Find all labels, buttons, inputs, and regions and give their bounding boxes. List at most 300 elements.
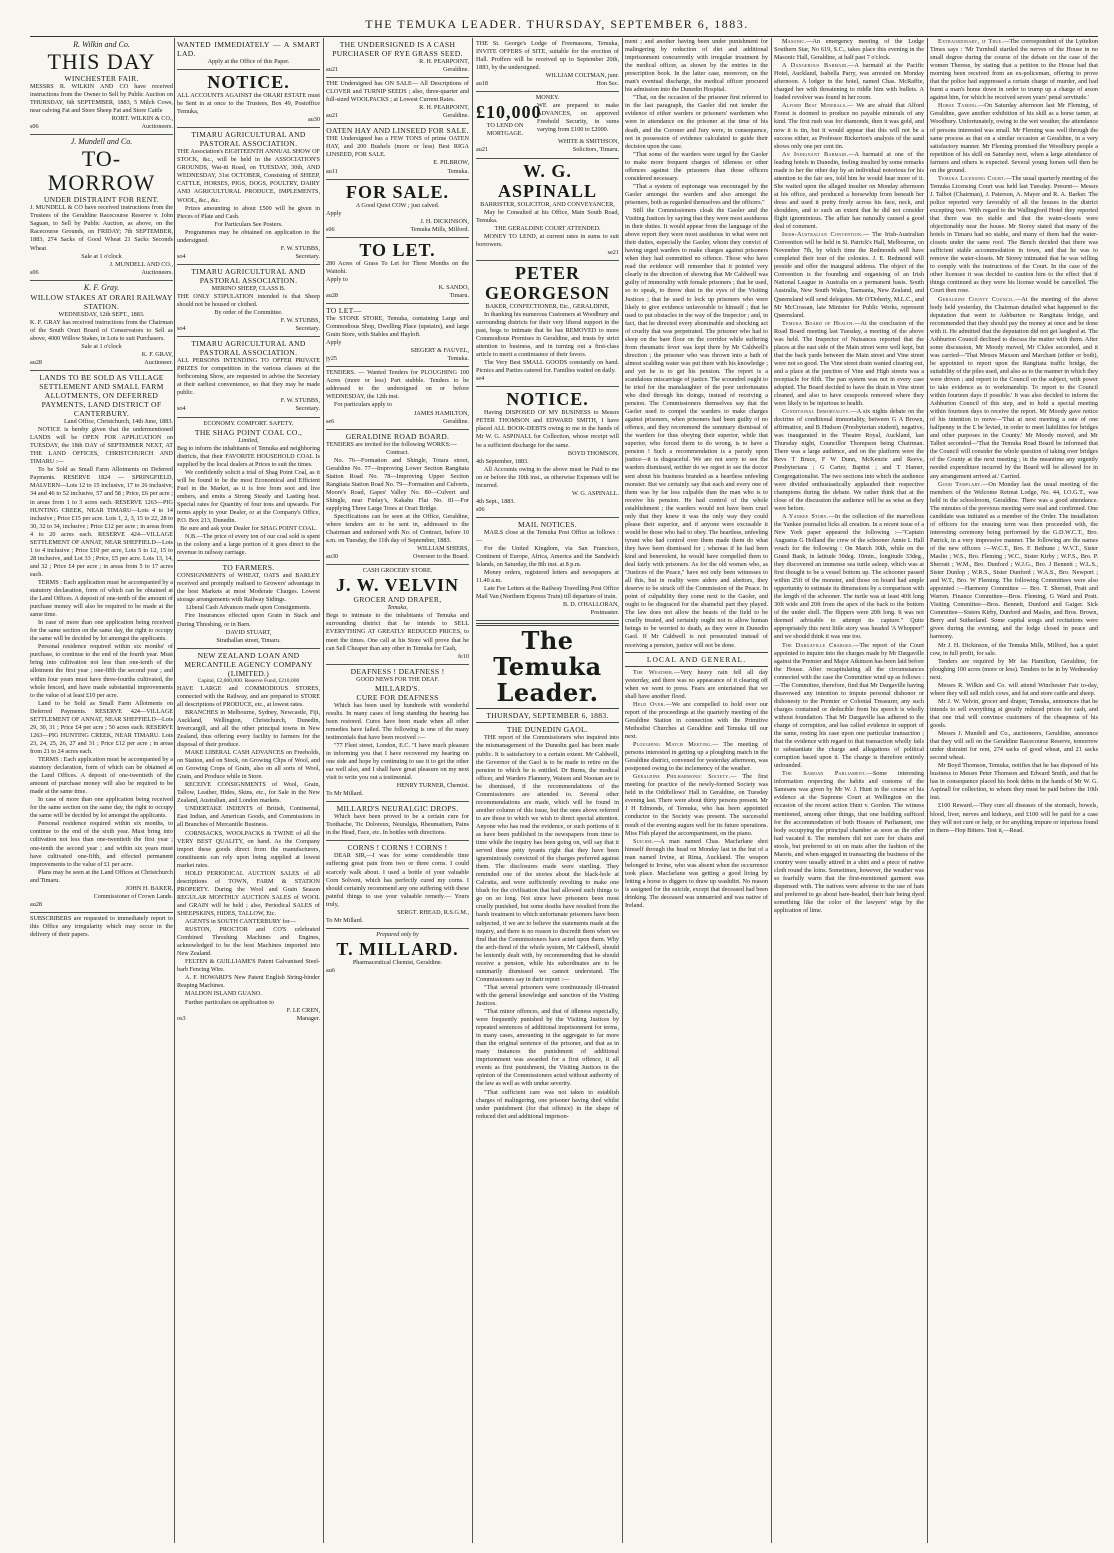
- news-item-text: Messrs J. Mundell and Co., auctioneers, Geraldine, announce that they will sell on the Geraldine Racecourse Reserve, tomorrow under distraint for rent, 274 sacks of good wheat, and 21 sacks second wheat.: [930, 730, 1098, 762]
- news-item: [774, 642, 924, 771]
- advert-signature: F. W. STUBBS,: [280, 397, 320, 405]
- news-item-title: Suicide.: [633, 837, 654, 845]
- article-paragraph: ment ; and another having been under punishment for malingering by reduction of diet and additional imprisonment concurrently with irregular treatment by the medical officer, as shown by the entries in the prescription book. In the latter case, moreover, on the man's eventual discharge, the medical officer procured his admission into the Dunedin Hospital.: [625, 38, 768, 94]
- advert-money: [476, 92, 619, 158]
- advert-headline: DEAFNESS ! DEAFNESS !: [350, 666, 445, 676]
- article-paragraph: THE report of the Commissioners who inquired into the mismanagement of the Dunedin gaol has been made public. It is satisfactory to a certain extent. Mr Caldwell, the Governor of the Gaol is to be made to retire on the pension to which he is entitled. Dr Burns, the medical officer, and Warders Flannery, Watson and Noonan are to be dismissed, if the recommendations of the Commissioners are attended to. Several other recommendations are made, which will be found in another column of this issue, but the ones above referred to are those to which we wish to direct special attention. Anyone who has read the evidence, or such portions of it as have been published in the newspapers from time to time while the inquiry has been going on, will say that it served these petty tyrants right that they have been ignominiously convicted of the charges preferred against them. The disclosures made were startling. They reminded one of the stories about the black-hole at Calcutta, and were sufficiently revolting to make one blush for the civilisation that had allowed such things to go on so long. Not since have prisoners been most cruelly punished, but some deaths have resulted from the harsh treatment to which unfortunate prisoners have been subjected, if we are to believe the statements made at the inquiry, and there is no reason to discredit them when we find that the Commissioners have acted upon them. Why the arch-fiend of the whole system, Mr Caldwell, should be leniently dealt with, by recommending that he should receive a pension, while his subordinates are to be summarily dismissed we cannot understand. The Commissioners say in their report :—: [476, 734, 619, 983]
- advert-ref: so4: [177, 405, 186, 413]
- advert-signature: F. LE CREN,: [286, 1006, 320, 1014]
- advert-body: The STONE STORE, Temuka, containing Large and Commodious Shop, Dwelling Place (upstairs), and large Grain Store, with Stables and Hayloft.: [326, 314, 469, 339]
- advert-to-farmers: [177, 561, 320, 648]
- advert-paragraph: Personal residence required within six months' of purchase, to continue to the end of the fourth year. Must bring into cultivation not less than one-tenth of the allotment the first year ; one-fifth the second year ; and within four years must have three-fourths cultivated, the whole fenced, and have made substantial improvements to the value of at least £10 per acre.: [30, 643, 173, 699]
- advert-addressee: To Mr Millard.: [326, 790, 364, 798]
- advert-ref: se6: [326, 417, 335, 425]
- column-3: [326, 38, 469, 1543]
- advert-role: Secretary.: [295, 252, 320, 260]
- advert-body: THE Association's EIGHTEENTH ANNUAL SHOW OF STOCK, &c., will be held in the ASSOCIATION'S GROUNDS, Wai-iti Road, on TUESDAY, 30th, AND WEDNESDAY, 31st OCTOBER, Consisting of SHEEP, CATTLE, HORSES, PIGS, DOGS, POULTRY, DAIRY AND AGRICULTURAL PRODUCE, IMPLEMENTS, WOOL, &c., &c.: [177, 148, 320, 204]
- advert-strapline: CASH GROCERY STORE.: [362, 567, 433, 575]
- advert-freemasons: [476, 38, 619, 92]
- advert-apply: Apply to: [326, 275, 348, 283]
- advert-headline: GERALDINE ROAD BOARD.: [345, 431, 450, 441]
- advert-body: ALL PERSONS INTENDING TO OFFER PRIVATE PRIZES for competition in the various classes at the forthcoming Show, are requested to advise the Secretary at their earliest convenience, so that they may be made public.: [177, 357, 320, 397]
- advert-paragraph: MONEY TO LEND, at current rates in sums to suit borrowers.: [476, 232, 619, 248]
- advert-paragraph: Specifications can be seen at the Office, Geraldine, where tenders are to be sent in, addressed to the Chairman and endorsed with No. of Contract, before 10 a.m. on Tuesday, the 11th day of September, 1883.: [326, 513, 469, 545]
- advert-ref: au28: [326, 291, 339, 299]
- advert-role: Commissioner of Crown Lands.: [93, 892, 173, 900]
- advert-headline: THE UNDERSIGNED IS A CASH PURCHASER OF RYE GRASS SEED.: [332, 40, 463, 58]
- advert-body: A Good Quiet COW ; just calved.: [355, 201, 440, 209]
- advert-paragraph: MALDON ISLAND GUANO.: [185, 990, 262, 998]
- advert-corns: [326, 841, 469, 928]
- advert-headline: OATEN HAY AND LINSEED FOR SALE.: [326, 126, 469, 136]
- advert-thomson-notice: [476, 387, 619, 518]
- column-rule: [174, 38, 175, 1543]
- advert-this-day: [30, 38, 173, 135]
- advert-role: Auctioneers.: [141, 123, 173, 131]
- advert-subhead: GOOD NEWS FOR THE DEAF.: [356, 675, 439, 683]
- column-1: [30, 38, 173, 1543]
- advert-body: WE are prepared to make ADVANCES, on approved Freehold Security, in sums varying from £100 to £2000.: [537, 102, 619, 134]
- advert-orari-notice: [177, 70, 320, 128]
- news-item-title: The Samoan Parliament.: [782, 770, 867, 778]
- advert-ref: au28: [30, 358, 43, 366]
- advert-body: Apply at the Office of this Paper.: [207, 58, 290, 65]
- advert-body: 280 Acres of Grass To Let for Three Months on the Waitohi.: [326, 259, 469, 275]
- advert-town: Temuka,: [387, 604, 408, 612]
- advert-paragraph: TERMS : Each application must be accompanied by a statutory declaration, form of which can be obtained at the Land Offices. A deposit of one-twentieth of the amount of purchase money will also be required to be made at the same time.: [30, 756, 173, 796]
- advert-millard: [326, 929, 469, 978]
- advert-ref: se4: [476, 375, 485, 383]
- advert-signature: K. SANDO,: [438, 283, 469, 291]
- advert-paragraph: For Particulars See Posters.: [214, 220, 283, 228]
- advert-headline: WILLOW STAKES AT ORARI RAILWAY STATION.: [30, 292, 173, 311]
- advert-signature: F. W. STUBBS,: [280, 317, 320, 325]
- advert-rye-grass: [326, 38, 469, 78]
- advert-ref: jy25: [326, 355, 338, 363]
- news-item: [625, 773, 768, 837]
- news-item-text: —A barmaid at one of the leading hotels in Dunedin, feeling insulted by some remarks made to her the other day by an individual notorious for his attention to the fair sex, told him he would hear more of it. She waited upon the alleged insulter on Monday afternoon at his office, and produced a horsewhip from beneath her dress and used it pretty freely across his face, neck, and shoulders, and to such an extent that he did not consider flight ignominious. The affair has naturally caused a good deal of comment.: [774, 150, 924, 231]
- news-item-text: —A barmaid at the Pacific Hotel, Auckland, Isabella Parry, was arrested on Monday afternoon. A lodger in the hotel, named Chas. McRaffie, charged her with threatening to riddle him with bullets. A loaded revolver was found in her room.: [774, 62, 924, 102]
- advert-signature: ROBT. WILKIN & CO.,: [111, 115, 173, 123]
- news-item-text: Messrs R. Wilkin and Co. will attend Winchester Fair to-day, where they will sell milch cows, and fat and store cattle and sheep.: [930, 681, 1098, 697]
- advert-role: Secretary.: [295, 405, 320, 413]
- news-item-text: £100 Reward.—They cure all diseases of the stomach, bowels, blood, liver, nerves and kidneys, and £100 will be paid for a case they will not cure or help, or for anything impure or injurious found in them—Hop Bitters. Test it,—Read.: [930, 802, 1098, 834]
- advert-role: Solicitors, Timaru.: [572, 146, 619, 154]
- advert-ref: so4: [177, 325, 186, 333]
- advert-subhead: GROCER AND DRAPER,: [353, 595, 442, 605]
- advert-subscribers: [30, 913, 173, 942]
- news-item-text: —The usual quarterly meeting of the Temuka Licensing Court was held last Tuesday. Present— Messrs J. Talbot (Chairman), J. Paterson, A. Mayer and R. A. Barker. The police reported very favorably of all the houses in the district excepting two. With regard to the Wallingford Hotel they reported that there was no stable and that the water-closets were objectionably near the house. Mr Storey stated that many of the hotels in Timaru had no stable, and many of them had the water-closets under the same roof. The Bench decided that there was sufficient stable accommodation in town, and that he was to remove the water-closets. Mr Storey intimated that he was willing to comply with the instructions of the Court. In the case of the other licensee it was decided to caution him to the effect that if things continued as they were his license would be cancelled. The Court then rose.: [930, 174, 1098, 295]
- advert-strapline: MONEY.: [535, 94, 560, 102]
- news-item: [625, 741, 768, 773]
- advert-paragraph: Be sure and ask your Dealer for SHAG POINT COAL.: [180, 525, 317, 533]
- news-item-text: —We are compelled to hold over our report of the proceedings at the quarterly meeting of the Geraldine Station in connection with the Primitive Methodist Churches at Geraldine and Temuka till our next.: [625, 700, 768, 740]
- article-quote: "That, on the occasion of the prisoner first referred to in the last paragraph, the Gaoler did not tender the evidence of either warders or prisoners' wardsmen who were in attendance on the prisoner at the time of his death, and the Coroner and Jury were, in consequence, not in possession of evidence calculated to guide their decision upon the case.: [625, 94, 768, 150]
- advert-headline: W. G. ASPINALL: [497, 160, 598, 201]
- news-item-title: The Weather.: [633, 668, 674, 676]
- section-rule: [625, 652, 768, 653]
- advert-product: CURE FOR DEAFNESS: [356, 692, 439, 702]
- news-item-text: —The correspondent of the Lyttelton Times says : 'Mr Turnbull startled the nerves of the House in no small degree during the course of the debate on the case of the women Therese, by stating that a petition to the House had that morning been received from an ex-policeman, offering to prove that the police had suppressed a certain charge of murder, and had burnt a man's home down in order to trump up a charge of arson against him, for which he received seven years' penal servitude.': [930, 38, 1098, 102]
- advert-sale-time: Sale at 1 o'clock: [81, 252, 122, 260]
- advert-ref: se21: [607, 248, 619, 256]
- news-item-text: —A six nights debate on the doctrine of conditional immortality, between G A Brown, affirmative, and B Hudson (Presbyterian student), negative, was inaugurated in the Theatre Royal, Auckland, last Thursday night, Councillor Thompson being Chairman. There was a large audience, and on the platform were the Revs T Bruce, F W Dunn, McKenzie and Reeve, Presbyterians ; G Carter, Baptist ; and T Hamer, Congregationalist. The two sections into which the audience were divided enthusiastically applauded their respective champions during the debate. We rather think that at the close of the discussion the audience will be as wise as they were before.: [774, 408, 924, 512]
- news-item: [774, 770, 924, 915]
- advert-body: DEAR SIR,—I was for some considerable time suffering great pain from two or three corns. I could scarcely walk about. I used a bottle of your valuable Corn Solvent, which has perfectly cured my corns. I should certainly recommend any one suffering with these painful things to use your valuable remedy.— Yours truly,: [326, 852, 469, 908]
- advert-body: MESSRS R. WILKIN AND CO have received instructions from the Owner to Sell by Public Auction on THURSDAY, 6th SEPTEMBER, 1883, 5 Milch Cows, near calving Fat and Store Sheep Fat and Store Cattle: [30, 83, 173, 115]
- advert-capital: Capital, £2,000,000. Reserve Fund, £210,000: [197, 677, 300, 684]
- advert-paragraph: AGENTS in SOUTH CANTERBURY for—: [185, 918, 296, 926]
- news-item-text: — We are afraid that Alford Forest is doomed to produce no payable minerals of any kind. The first rush was for diamonds, then it was gold, and now it is tin, but it would appear that this will not be a success either, as Professor Bickerton's analysis of the sand shows only one per cent tin.: [774, 102, 924, 150]
- news-item-text: —A man named Chas. Macfarlane shot himself through the head on Monday last in the hut of a man named Irvine, at Rima, Auckland. The weapon belonged to Irvine, who was absent when the occurrence took place. Macfarlane was getting a good living by letting a horse to diggers to draw up washdirt. No reason is assigned for the suicide, except that deceased had been drinking. The deceased was unmarried and was native of Ireland.: [625, 837, 768, 909]
- advert-role: Geraldine.: [443, 417, 469, 425]
- advert-signature: F. W. STUBBS,: [280, 244, 320, 252]
- column-rule: [927, 38, 928, 1543]
- section-heading: LOCAL AND GENERAL.: [646, 654, 747, 664]
- advert-body: THE Undersigned has ON SALE— All Descriptions of CLOVER and TURNIP SEEDS ; also, three-quarter and full-sized WOOLPACKS ; at Lowest Current Rates.: [326, 80, 469, 104]
- news-item-title: A Yankee Story.: [782, 512, 829, 520]
- advert-ploughing-tenders: [326, 367, 469, 429]
- advert-ref: s06: [326, 225, 335, 233]
- advert-body: TENDERS. — Wanted Tenders for PLOUGHING 100 Acres (more or less) Part stubble. Tenders to be addressed to the undersigned on or before WEDNESDAY, the 12th inst.: [326, 369, 469, 401]
- news-item-text: — The first meeting for practice of the newly-formed Society was held in the Oddfellows' Hall in Geraldine, on Tuesday evening last. There were about thirty persons present. Mr J H Edmonds, of Temuka, who has been appointed conductor to the Society was present. The successful result of the evening augurs well for its future operations. Miss Fish played the accompaniment, on the piano.: [625, 773, 768, 837]
- advert-shag-point-coal: [177, 418, 320, 562]
- advert-ref: au30: [326, 553, 339, 561]
- advert-testimonial: "77 Fleet street, London, E.C. "I have much pleasure in informing you that I have recovered my hearing on one side and hope by continuing to use it to get the other ear well also, and I shall have great pleasure on my next visit to write you out a testimonial.: [326, 741, 469, 782]
- news-item-text: —On Monday last the usual meeting of the members of the Welcome Retreat Lodge, No. 44, I.O.G.T., was held in the schoolroom, Geraldine. There was a good attendance. The minutes of the previous meeting were read and confirmed. One candidate was initiated as a member of the Order. The installation of officers for the ensuing term was then proceeded with, the interesting ceremony being performed by the G.D.W.C.T., Bro. Patrick, in a very impressive manner. The following are the names of the new officers :—W.C.T., Bro. F. Bethune ; W.V.T., Sister Maslin ; W.S., Bro. Fleming ; W.C., Sister Kirby ; W.F.S., Bro. P. Sherratt ; W.M., Bro. Dunford ; W.J.G., Bro. J Bennett ; W.L.S., Sister Dunlop ; W.R.S., Sister Dunford ; W.A.S., Bro. Newport ; and W.T., Bro. W Fleming. The following Committees were also appointed :—Harmony Committee — Bro. T. Sherratt, Pratt and Warren. Finance Committee—Bros. Fleming, G Ward and Pratt. Visiting Committee—Bros. Bennett, Dunford and Gaiger. Sick Committee—Sisters Kirby, Dunford and Maslin, and Bros. Brown, Berry and Sutherland. Some capital songs and recitations were given during the evening, and the lodge closed in peace and harmony.: [930, 480, 1098, 641]
- advert-paragraph: FELTEN & GUILLIAME'S Patent Galvanised Steel-barb Fencing Wire.: [177, 958, 320, 974]
- news-item-title: Conditional Immortality.: [782, 408, 851, 416]
- advert-brand: MILLARD'S.: [374, 683, 421, 693]
- advert-role: Geraldine.: [443, 66, 469, 74]
- news-item: [930, 175, 1098, 296]
- advert-paragraph: BRANCHES in Melbourne, Sydney, Newcastle, Fiji, Auckland, Wellington, Christchurch, Dunedin, Invercargill, and all the other principal towns in New Zealand, thus offering every facility to farmers for the disposal of their produce.: [177, 708, 320, 748]
- advert-body: HAVE LARGE and COMMODIOUS STORES, connected with the Railway, and are prepared to STORE all descriptions of PRODUCE, etc., at lowest rates.: [177, 684, 320, 708]
- advert-wanted: [177, 38, 320, 70]
- advert-ref: fe10: [458, 652, 469, 660]
- advert-body: Which has been used by hundreds with wonderful results. In many cases of long standing the hearing has been restored. Cures have been made when all other remedies have failed. The following is one of the many testimonials that have been received :—: [326, 701, 469, 741]
- advert-date: 4th September, 1883.: [476, 457, 529, 465]
- advert-body: THE St. George's Lodge of Freemasons, Temuka, INVITE OFFERS of SITE, suitable for the erection of Hall. Proffers will be received up to September 20th, 1883, by the undersigned.: [476, 40, 619, 72]
- masthead-rule: [476, 722, 619, 723]
- advert-headline: TO FARMERS.: [222, 563, 275, 573]
- advert-headline: CORNS ! CORNS ! CORNS !: [347, 843, 448, 853]
- advert-paragraph: Further particulars on application to: [185, 998, 275, 1006]
- news-item: [774, 320, 924, 409]
- advert-ref: s06: [30, 268, 39, 276]
- advert-stone-store: [326, 304, 469, 367]
- news-item-text: Mr J. W. Velvin, grocer and draper, Temuka, announces that he intends to sell everything at greatly reduced prices for cash, and that one trial will convince customers of the cheapness of his goods.: [930, 697, 1098, 729]
- news-item-text: —The report of the Court appointed to inquire into the charges made by Mr Dargaville against the Premier and Major Atkinson has been laid before the House. After recapitulating all the circumstances connected with the case the Committee wind up as follows :—The Committee, therefore, find that Mr Dargaville having disavowed any intention to impute personal dishonor or dishonesty to the Premier or Colonial Treasurer, any such charges contained or deducible from his speech is wholly without foundation. That Mr Dargaville has adhered to the charge of corruption, and has called evidence in support of the same, resting his case upon one particular transaction ; that the evidence with regard to that transaction wholly fails to substantiate the charge and allegations of political corruption based upon it. The charge is therefore entirely unfounded.: [774, 641, 924, 770]
- advert-headline: THE SHAG POINT COAL CO.,: [194, 427, 303, 437]
- news-item-title: Alford Best Minerals.: [782, 102, 848, 110]
- advert-signature: WILLIAM SHIERS,: [417, 545, 469, 553]
- advert-subhead: Pharmaceutical Chemist, Geraldine.: [352, 958, 443, 966]
- advert-lend: TO LEND ON MORTGAGE.: [486, 122, 524, 138]
- advert-signature: JAMES HAMILTON,: [413, 409, 469, 417]
- news-item-title: The Dargaville Charges.: [782, 641, 854, 649]
- advert-role: Temuka Mills, Milford.: [410, 225, 469, 233]
- advert-headline: TIMARU AGRICULTURAL AND PASTORAL ASSOCIATION.: [191, 266, 306, 285]
- column-rule: [323, 38, 324, 1543]
- advert-ref: au21: [326, 112, 339, 120]
- column-rule: [472, 38, 473, 1543]
- advert-paragraph: NOTICE is hereby given that the undermentioned LANDS will be OPEN FOR APPLICATION on TUESDAY, the 18th DAY of SEPTEMBER NEXT, AT THE LAND OFFICES, CHRISTCHURCH AND TIMARU :—: [30, 426, 173, 466]
- advert-signature: R. H. PEARPOINT,: [419, 58, 469, 65]
- advert-body: CONSIGNMENTS of WHEAT, OATS and BARLEY received and promptly realised to Growers' advantage in the best Markets at most Moderate Charges. Lowest storage arrangements with Railway Sidings.: [177, 572, 320, 604]
- advert-paragraph: THE GERALDINE COURT ATTENDED.: [494, 224, 601, 232]
- article-quote: "That a system of espionage was encouraged by the Gaoler amongst the warders and also amongst the prisoners, both as regarded themselves and the officers.": [625, 182, 768, 206]
- advert-headline: THIS DAY: [47, 49, 156, 74]
- advert-headline: LANDS TO BE SOLD AS VILLAGE SETTLEMENT AND SMALL FARM ALLOTMENTS, ON DEFERRED PAYMENTS, LAND DISTRICT OF CANTERBURY.: [39, 373, 164, 419]
- advert-signature: E. PILBROW,: [433, 159, 469, 167]
- column-2: [177, 38, 320, 1543]
- advert-ref: au11: [326, 167, 338, 175]
- advert-paragraph: To be Sold as Small Farm Allotments on Deferred Payments. RESERVE 1824 — SPRINGFIELD, MALVERN—Lots 12 to 15 inclusive, 17 to 26 inclusive, 34 and 46 to 52 inclusive, 57 and 58 ; Price, £6 per acre ; in areas from 1 to 3 acres each. RESERVE 1263—PIG HUNTING CREEK, NEAR TIMARU—Lots 4 to 14 inclusive ; Price £15 per acre. Lots 1, 2, 3, 15 to 22, 28 to 30, 32 to 34, inclusive ; Price £12 per acre ; in areas from 4 to 20 acres each. RESERVE 424—VILLAGE SETTLEMENT OF ANNAT, NEAR SHEFFIELD—Lots 1 to 4 inclusive ; Price £10 per acre, Lots 5 to 12, 15 to 28 inclusive, and Lot 33 ; Price, £5 per acre. Lots 13, 14, and 32 ; Price £4 per acre ; in areas from 5 to 17 acres each.: [30, 466, 173, 578]
- advert-ref: s06: [476, 505, 485, 513]
- advert-merino: [177, 265, 320, 337]
- advert-body: Which have been proved to be a certain cure for Toothache, Tic Doloreux, Neuralgia, Rheumatism, Pains in the Head, Face, etc. In bottles with directions.: [326, 813, 469, 837]
- advert-role: Manager.: [296, 1014, 320, 1022]
- news-item-text: —On Saturday afternoon last Mr Fleming, of Geraldine, gave another exhibition of his skill as a horse tamer, at Woodbury. Unfortunately, owing to the wet weather, the attendance of persons interested was small. Mr Fleming was well through the same process as that on a similar occasion at Geraldine, in a very satisfactory manner. Mr Fleming promised the Woodbury people a repetition of his skill on Saturday next, when a large attendance of farmers and others is expected. Several young horses will then be on the ground.: [930, 102, 1098, 174]
- advert-subhead: Limited,: [238, 436, 259, 444]
- news-item-title: Ploughing Match Meeting.: [633, 741, 713, 749]
- news-item: [625, 701, 768, 741]
- advert-clover-seeds: [326, 78, 469, 124]
- advert-body: THE ONLY STIPULATION intended is that Sheep should not be housed or clothed.: [177, 292, 320, 308]
- issue-date: THURSDAY, SEPTEMBER 6, 1883.: [486, 711, 609, 721]
- advert-body: In thanking his numerous Customers at Woodbury and surrounding districts for their very liberal support in the past, begs to intimate that he has REMOVED to more Commodious Premises in Geraldine, and trusts by strict attention to business, and in turning out a first-class article to merit a continuance of their favors.: [476, 310, 619, 359]
- news-item-text: —Very heavy rain fell all day yesterday, and there was no appearance of it clearing off when we went to press. Fears are entertained that we shall have another flood.: [625, 668, 768, 700]
- column-rule: [622, 38, 623, 1543]
- advert-headline: TO LET—: [326, 305, 362, 315]
- advert-velvin: [326, 565, 469, 664]
- advert-paragraph: Liberal Cash Advances made upon Consignments.: [186, 604, 311, 612]
- advert-firm: R. Wilkin and Co.: [73, 40, 130, 49]
- advert-headline: PETER GEORGESON: [484, 262, 611, 303]
- advert-ref: so4: [177, 252, 186, 260]
- advert-headline: MILLARD'S NEURALGIC DROPS.: [336, 804, 459, 814]
- news-item: [774, 38, 924, 62]
- advert-private-prizes: [177, 337, 320, 417]
- advert-date: 4th Sept., 1883.: [476, 497, 516, 505]
- advert-apply: Apply: [326, 209, 342, 217]
- advert-headline: TIMARU AGRICULTURAL AND PASTORAL ASSOCIATION.: [191, 130, 306, 149]
- advert-paragraph: TERMS : Each application must be accompanied by a statutory declaration, form of which can be obtained at the Land Offices. A deposit of one-tenth of the amount of purchase money will also be required to be made at the same time.: [30, 578, 173, 619]
- advert-subhead: WINCHESTER FAIR.: [64, 74, 139, 83]
- advert-body: Beg to inform the inhabitants of Temuka and neighboring districts, that their FAVORITE HOUSEHOLD COAL Is supplied by the local dealers at Prices to suit the times.: [177, 444, 320, 468]
- news-item-title: Temuka Licensing Court.: [938, 174, 1006, 182]
- running-head: THE TEMUKA LEADER. THURSDAY, SEPTEMBER 6, 1883.: [365, 17, 749, 31]
- advert-works-list: No. 76—Formation and Shingle, Totara street, Geraldine No. 77—Improving Lower Section Rangitata Station Road No. 78—Improving Upper Section Rangitata Station Road No. 79—Formation and Culverts, Moore's Road, Gapes' Valley No. 80—Culvert and Shingle, near Finlay's, Kakahu Flat No. 81—For supplying Three Large Trees at Orari Bridge.: [326, 456, 469, 512]
- advert-paragraph: All Accounts owing to the above must be Paid to me on or before the 10th inst., as otherwise Expenses will be incurred.: [476, 465, 619, 489]
- advert-paragraph: Personal residence required within six months, to continue to the end of the sixth year. Must bring into cultivation not less than one-twentieth the first year ; one-tenth the second year ; and within six years must have cultivated one-fifth, and effected permanent improvements to the value of £1 per acre.: [30, 820, 173, 868]
- advert-ref: os3: [177, 1014, 186, 1022]
- advert-paragraph: In case of more than one application being received for the same section on the same day, the right to occupy the same will be decided by lot amongst the applicants.: [30, 619, 173, 643]
- advert-headline: NOTICE.: [207, 72, 290, 93]
- advert-headline: T. MILLARD.: [336, 938, 459, 959]
- advert-paragraph: For particulars apply to: [334, 401, 392, 409]
- advert-date: WEDNESDAY, 12th SEPT., 1883.: [58, 310, 145, 318]
- advert-headline: FOR SALE.: [345, 181, 450, 202]
- advert-paragraph: We confidently solicit a trial of Shag Point Coal, as it will be found to be the most Economical and Efficient Fuel in the Market, as it is free from soot and live embers, and emits a Strong Steady and Lasting heat. Special rates for Quantity of four tons and upwards. For terms apply to your Dealer, or at the Company's Office, P.O. Box 213, Dunedin.: [177, 468, 320, 525]
- advert-georgeson: [476, 261, 619, 387]
- advert-oaten-hay: [326, 124, 469, 179]
- advert-body: Begs to intimate to the inhabitants of Temuka and surrounding district that he intends to SELL EVERYTHING AT GREATLY REDUCED PRICES, to meet the times. One call at his Store will prove that he can Sell Cheaper than any other in Temuka for Cash,: [326, 612, 469, 652]
- section-rule: [625, 666, 768, 667]
- advert-role: Temuka.: [447, 355, 469, 363]
- advert-mail-notices: [476, 518, 619, 622]
- advert-ref: au18: [476, 80, 489, 88]
- news-item-text: —An emergency meeting of the Lodge Southern Star, No 619, S.C., takes place this evening in the Masonic Hall, Geraldine, at half past 7 o'clock.: [774, 38, 924, 62]
- advert-role: Geraldine.: [443, 112, 469, 120]
- advert-signature: R. H. PEARPOINT,: [419, 104, 469, 112]
- news-item: [774, 408, 924, 513]
- advert-body: ALL ACCOUNTS AGAINST the ORARI ESTATE must be Sent in at once to the Trustees, Box 49, Postoffice Temuka,: [177, 92, 320, 116]
- news-item-text: —At the conclusion of the Road Board meeting last Tuesday, a meeting of the above was held. The Inspector of Nuisances reported that the places at the east side of the Main street were well kept, but that the back yards between the Main street and Vine street were not so good. The Vine street drain wanted clearing out, and a place at the junction of Vine and High streets was a receptacle for filth. The pan system was not in every case adopted. The Board decided to have the drain in Vine street cleaned, and also to have cesspools removed where they were likely to be injurious to health.: [774, 319, 924, 408]
- advert-body: Having DISPOSED OF MY BUSINESS to Messrs PETER THOMSON and EDWARD SMITH, I have placed ALL BOOK-DEBTS owing to me in the hands of Mr W. G. ASPINALL for Collection, whose receipt will be a sufficient discharge for the same.: [476, 409, 619, 449]
- news-item-title: Extraordinary, if True.: [938, 38, 1004, 45]
- advert-body: TENDERS are invited for the following WORKS:—: [326, 440, 457, 448]
- advert-headline: TIMARU AGRICULTURAL AND PASTORAL ASSOCIATION.: [191, 339, 306, 358]
- news-item-title: Masonic.: [782, 38, 807, 45]
- advert-role: Auctioneer.: [144, 358, 173, 366]
- advert-amount: £10,000: [476, 102, 542, 123]
- advert-role: Timaru.: [449, 291, 469, 299]
- advert-paragraph: Programmes may be obtained on application to the undersigned.: [177, 228, 320, 244]
- advert-strapline: ECONOMY. COMFORT. SAFETY.: [203, 419, 294, 427]
- advert-subhead: Contract.: [386, 448, 409, 456]
- advert-aspinall: [476, 159, 619, 261]
- news-item-text: Mr J. H. Dickinson, of the Temuka Mills, Milford, has a quiet cow, in full profit, for sale.: [930, 641, 1098, 657]
- advert-to-morrow: [30, 135, 173, 280]
- news-item: [930, 296, 1098, 481]
- advert-role: Temuka.: [447, 167, 469, 175]
- masthead-rule: [476, 708, 619, 709]
- news-item-title: Irish-Australian Convention.: [782, 231, 864, 239]
- advert-paragraph: A. F. HOWARD'S New Patent English String-binder Reaping Machines.: [177, 974, 320, 990]
- article-quote: "That several prisoners were continuously ill-treated with the general knowledge and sanction of the Visiting Justices.: [476, 983, 619, 1007]
- advert-signature: WILLIAM COLTMAN, junr.: [545, 72, 619, 80]
- news-item: [774, 62, 924, 102]
- advert-addressee: To Mr Millard.: [326, 916, 364, 924]
- advert-signature: SIEGERT & FAUVEL,: [410, 347, 469, 355]
- advert-ref: au21: [326, 66, 339, 74]
- article-quote: "That minor offences, and that of idleness especially, were frequently punished by the Visiting Justices by repeated sentences of additional imprisonment for terms, in many cases, amounting in the aggregate to far more than the original sentence of the prisoner, and that as in many instances the punishment of additional imprisonment was awarded for a first offence, it all events as first punishment, the Visiting Justices in the opinion of the Commissioners acted without authority of the law as well as with undue severity.: [476, 1008, 619, 1088]
- advert-cow-for-sale: [326, 180, 469, 238]
- news-item-title: A Dangerous Barmaid.: [782, 62, 849, 70]
- advert-headline: WANTED IMMEDIATELY — A SMART LAD.: [177, 40, 320, 58]
- advert-role: Hon Sec.: [596, 80, 619, 88]
- column-rule: [771, 38, 772, 1543]
- advert-apply: Apply: [326, 339, 342, 347]
- advert-signature: JOHN H. BAKER,: [125, 884, 173, 892]
- advert-subhead: BAKER, CONFECTIONER, Etc., GERALDINE,: [485, 302, 610, 310]
- advert-body: MAILS close at the Temuka Post Office as follows :—: [476, 528, 619, 544]
- news-item: [774, 231, 924, 320]
- advert-firm: J. Mundell and Co.: [70, 137, 133, 147]
- advert-role: Auctioneers.: [141, 268, 173, 276]
- column-5: [625, 38, 768, 1543]
- advert-signature: K. F. GRAY,: [141, 350, 173, 358]
- news-item-text: — The meeting of persons interested in getting up a ploughing match in the Geraldine district, convened for yesterday afternoon, was postponed owing to the inclemency of the weather.: [625, 741, 768, 773]
- advert-signature: W. G. ASPINALL.: [571, 489, 619, 497]
- advert-signature: DAVID STUART,: [225, 628, 272, 636]
- advert-headline: TO-MORROW: [47, 146, 156, 196]
- news-item: [930, 38, 1098, 102]
- news-item: [930, 102, 1098, 174]
- advert-paragraph: For the United Kingdom, via San Francisco, Continent of Europe, Africa, America and the Sandwich Islands, on Saturday, the 8th inst. at 8 p.m.: [476, 545, 619, 569]
- news-item-title: Held Over.: [633, 700, 666, 708]
- advert-subhead: MERINO SHEEP, CLASS B.: [211, 284, 286, 292]
- advert-paragraph: MAKE LIBERAL CASH ADVANCES on Freeholds, on Station, and on Stock, on Growing Clips of Wool, and on Growing Crops of Grain, also on all sorts of Wool, Grain, and Produce while in Store.: [177, 749, 320, 781]
- advert-paragraph: N.B.—The price of every ton of our coal sold is spent in the colony and a large portion of it goes direct to the revenue in railway carriage.: [177, 533, 320, 557]
- advert-body: May be Consulted at his Office, Main South Road, Temuka.: [476, 208, 619, 224]
- advert-paragraph: CORNSACKS, WOOLPACKS & TWINE of all the VERY BEST QUALITY, on hand. As the Company import these goods direct from the manufacturers, constituents can rely upon being supplied at lowest market rates.: [177, 829, 320, 869]
- news-item-title: Geraldine Philharmonic Society.: [633, 773, 731, 781]
- advert-crown-lands: [30, 371, 173, 913]
- advert-paragraph: RECEIVE CONSIGNMENTS of Wool, Grain, Tallow, Leather, Hides, Skins, etc., for Sale in the New Zealand, Australian, and London markets.: [177, 781, 320, 805]
- article-quote: "That sufficient care was not taken to establish charges of malingering, one prisoner having died whilst under punishment (for that offence) in the shape of reduced diet and additional imprison-: [476, 1088, 619, 1120]
- advert-paragraph: By order of the Committee.: [214, 309, 283, 317]
- news-item-title: Temuka Board of Health.: [782, 319, 855, 327]
- news-item-text: —Some interesting information respecting the habits and customs of the Samoans was given by Mr W. J. Hunt in the course of his evidence at the Supreme Court at Wellington on the occasion of the recent action Hunt v. Gordon. The witness mentioned, among other things, that one building sufficed for the accommodation of both Houses of Parliament, one body occupying the principal chamber as soon as the other had vacated it. The members did not care for chairs and stools, but preferred to sit on mats after the fashion of the Maoris, and when engaged in transacting the business of the country were usually attired in a shirt and a piece of native cloth round the loins. Sometimes, however, the weather was so fearfully warm that the first-mentioned garment was dispensed with. The natives were adverse to the use of hats and preferred to go about bare-headed, their hair being dyed something like the color of the lawyers' wigs by the application of lime.: [774, 770, 924, 915]
- advert-firm: K. F. Gray.: [83, 282, 120, 292]
- article-quote: "That some of the warders were urged by the Gaoler to make more frequent charges of idleness or other offences against the prisoners than those officers considered necessary.: [625, 150, 768, 182]
- advert-show: [177, 128, 320, 265]
- advert-subhead: UNDER DISTRAINT FOR RENT.: [43, 195, 160, 205]
- advert-paragraph: Late Fee Letters at the Railway Travelling Post Office Mail Van (Northern Express Train) till departure of train.: [476, 585, 619, 601]
- advert-signature: HENRY TURNER, Chemist.: [396, 782, 469, 790]
- news-item: [774, 151, 924, 231]
- advert-sale-time: Sale at 1 o'clock: [81, 342, 122, 350]
- news-item-text: — The Irish-Australian Convention will be held in St. Patrick's Hall, Melbourne, on November 7th, by which time the Redmonds will have completed their tour of the colonies. J. E. Redmond will preside and offer the inaugural address. The object of the Convention is the founding and organising of an Irish National League in Australia on a permanent basis. South Australia, New South Wales, Tasmania, New Zealand, and Queensland will send delegates. Mr O'Doherty, M.L.C., and Mr McCrossan, late Minister for Public Works, represent Queensland.: [774, 231, 924, 319]
- news-item-text: —At the meeting of the above body held yesterday, the Chairman detailed what happened to the deputation that went to Ashburton re Rangitata bridge, and recommended that they should pay the money at once and be done with it. He admitted that the deputation did not get laughed at. The Ashburton Council declined to discuss the matter with them. After some discussion, Mr Moody moved, Mr Clulee seconded, and it was carried—'That Messrs Maxson and Marchant (either or both), be appointed to report upon the Rangitata traffic bridge, the suitability of the piles used, and also as to the manner in which they were driven ; and report to the Council on the subject, with power to take evidence as to workmanship. To report to the Council within fourteen days if possible.' It was also decided to inform the Ashburton Council of this step, and to hold a special meeting within fourteen days to receive the report. Mr Moody gave notice of his intention to move—'That at next meeting a rate of one halfpenny in the £ be levied, in order to meet liabilities for bridges and other purposes in the County.' Mr Moody moved, and Mr Talbot seconded—'That the Temuka Road Board be informed that the Council will consider the whole question of taking over bridges of the County at the next meeting ; in the meantime any urgently needed expenditure incurred by the Board will be allowed for in any arrangement arrived at.' Carried.: [930, 295, 1098, 480]
- news-item-text: Tenders are required by Mr Jas Hamilton, Geraldine, for ploughing 100 acres (more or less). Tenders to be in by Wednesday next.: [930, 657, 1098, 681]
- advert-headline: NEW ZEALAND LOAN AND MERCANTILE AGENCY COMPANY (LIMITED.): [184, 650, 313, 678]
- advert-body: J. MUNDELL & CO have received instructions from the Trustees of the Geraldine Racecourse Reserve v. John Saguan, to Sell by Public Auction, as above, on the Racecourse Grounds, on FRIDAY; 7th SEPTEMBER, 1883, 274 Sacks of Good Wheat 21 Sacks Seconds Wheat: [30, 204, 173, 252]
- advert-ref: au28: [30, 900, 43, 908]
- advert-headline: NOTICE.: [506, 389, 589, 410]
- advert-office: Land Office, Christchurch, 14th June, 1883.: [63, 418, 173, 426]
- advert-headline: J. W. VELVIN: [335, 575, 460, 596]
- advert-signature: J. H. DICKINSON,: [420, 217, 469, 225]
- advert-ref: au30: [307, 116, 320, 124]
- advert-road-board: [326, 430, 469, 566]
- advert-paragraph: Fire Insurances effected upon Grain in Stack and During Threshing, or in Barn.: [177, 612, 320, 628]
- advert-role: Postmaster.: [590, 609, 619, 617]
- advert-strapline: Prepared only by: [376, 930, 419, 938]
- advert-headline: TO LET.: [359, 239, 436, 260]
- news-item: [625, 669, 768, 701]
- page-header: [0, 0, 1114, 36]
- news-item-title: Geraldine County Council.: [938, 295, 1016, 303]
- advert-paragraph: Money orders, registered letters and newspapers at 11.40 a.m.: [476, 569, 619, 585]
- advert-signature: SERGT. RHEAD, R.S.G.M.,: [397, 908, 469, 916]
- advert-neuralgic-drops: [326, 802, 469, 841]
- advert-ref: au6: [326, 966, 335, 974]
- advert-paragraph: Prizes amounting to about £500 will be given in Pieces of Plate and Cash.: [177, 204, 320, 220]
- header-rule: [30, 36, 1098, 37]
- advert-role: Secretary.: [295, 325, 320, 333]
- advert-nz-loan: [177, 649, 320, 1026]
- advert-ref: s06: [30, 123, 39, 131]
- news-item-text: Mr Boyd Thomson, Temuka, notifies that he has disposed of his business to Messrs Peter Thomson and Edward Smith, and that he has in consequence placed his book debts in the hands of Mr W. G. Aspinall for collection, to whom they must be paid before the 10th inst.: [930, 762, 1098, 802]
- advert-willow-stakes: [30, 281, 173, 371]
- article-headline: THE DUNEDIN GAOL.: [506, 725, 589, 735]
- advert-paragraph: HOLD PERIODICAL AUCTION SALES of all descriptions of TOWN, FARM & STATION PROPERTY. During the Wool and Grain Season REGULAR MONTHLY AUCTION SALES of WOOL and GRAIN will be held ; also, Periodical SALES of SHEEPSKINS, HIDES, TALLOW, Etc.: [177, 869, 320, 917]
- news-item-title: Good Templary.: [938, 480, 983, 488]
